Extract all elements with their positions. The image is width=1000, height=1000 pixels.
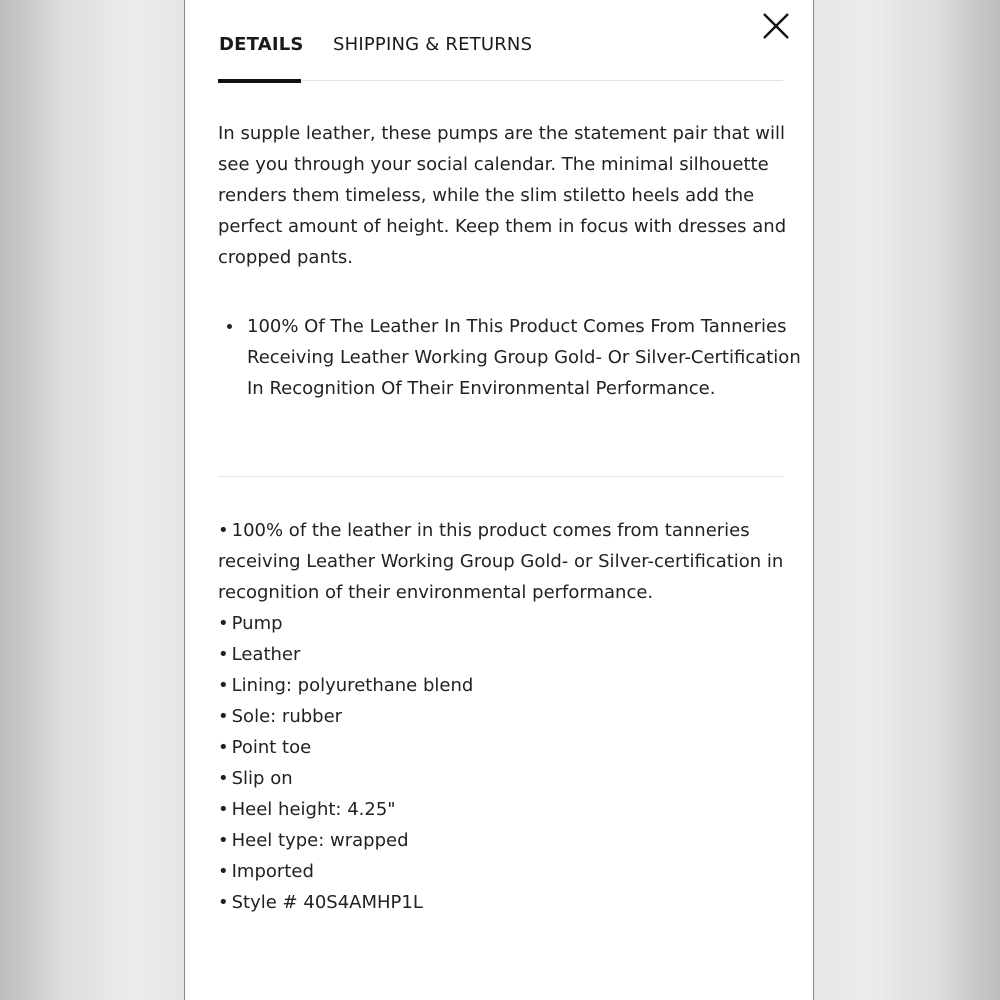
bullet-dot: • [218, 737, 229, 758]
bullet-dot: • [218, 830, 229, 851]
tab-details[interactable]: DETAILS [219, 34, 304, 55]
bullet-dot: • [218, 613, 229, 634]
spec-item [218, 825, 788, 856]
spec-intro-text: 100% of the leather in this product comes from tanneries receiving Leather Working Group Gold- or Silver-certification in recognition of their environmental performance. [218, 520, 784, 603]
close-button[interactable] [761, 11, 791, 41]
spec-item-text: Heel height: 4.25" [231, 799, 396, 820]
spec-item [218, 732, 788, 763]
spec-item-text: Style # 40S4AMHP1L [231, 892, 423, 913]
spec-item-text: Slip on [231, 768, 293, 789]
bullet-dot: • [218, 644, 229, 665]
spec-item-text: Leather [231, 644, 301, 665]
spec-list [218, 515, 788, 918]
product-details-panel [184, 0, 814, 1000]
section-divider [218, 476, 783, 477]
bullet-dot: • [218, 799, 229, 820]
spec-item [218, 608, 788, 639]
highlight-item: 100% Of The Leather In This Product Comes From Tanneries Receiving Leather Working Group Gold- Or Silver-Certification In Recognition Of Their Environmental Performance. [247, 311, 817, 404]
product-description: In supple leather, these pumps are the statement pair that will see you through your social calendar. The minimal silhouette renders them timeless, while the slim stiletto heels add the perfect amount of height. Keep them in focus with dresses and cropped pants. [218, 123, 787, 268]
spec-item-text: Lining: polyurethane blend [231, 675, 474, 696]
bullet-dot: • [218, 675, 229, 696]
spec-item [218, 794, 788, 825]
bullet-dot: • [218, 892, 229, 913]
highlights-list [218, 311, 817, 404]
spec-item-text: Point toe [231, 737, 312, 758]
tab-shipping-returns[interactable]: SHIPPING & RETURNS [333, 34, 533, 55]
bullet-dot: • [218, 706, 229, 727]
spec-item-text: Imported [231, 861, 314, 882]
spec-item [218, 670, 788, 701]
spec-item [218, 701, 788, 732]
spec-item-text: Sole: rubber [231, 706, 343, 727]
spec-item [218, 763, 788, 794]
spec-intro [218, 515, 788, 608]
close-icon [761, 11, 791, 41]
bullet-dot: • [218, 861, 229, 882]
active-tab-indicator [218, 79, 301, 83]
spec-item [218, 856, 788, 887]
spec-item [218, 639, 788, 670]
bullet-dot: • [218, 768, 229, 789]
bullet-dot: • [218, 520, 229, 541]
spec-item-text: Heel type: wrapped [231, 830, 409, 851]
spec-item [218, 887, 788, 918]
spec-item-text: Pump [231, 613, 283, 634]
tab-bar [218, 30, 783, 81]
